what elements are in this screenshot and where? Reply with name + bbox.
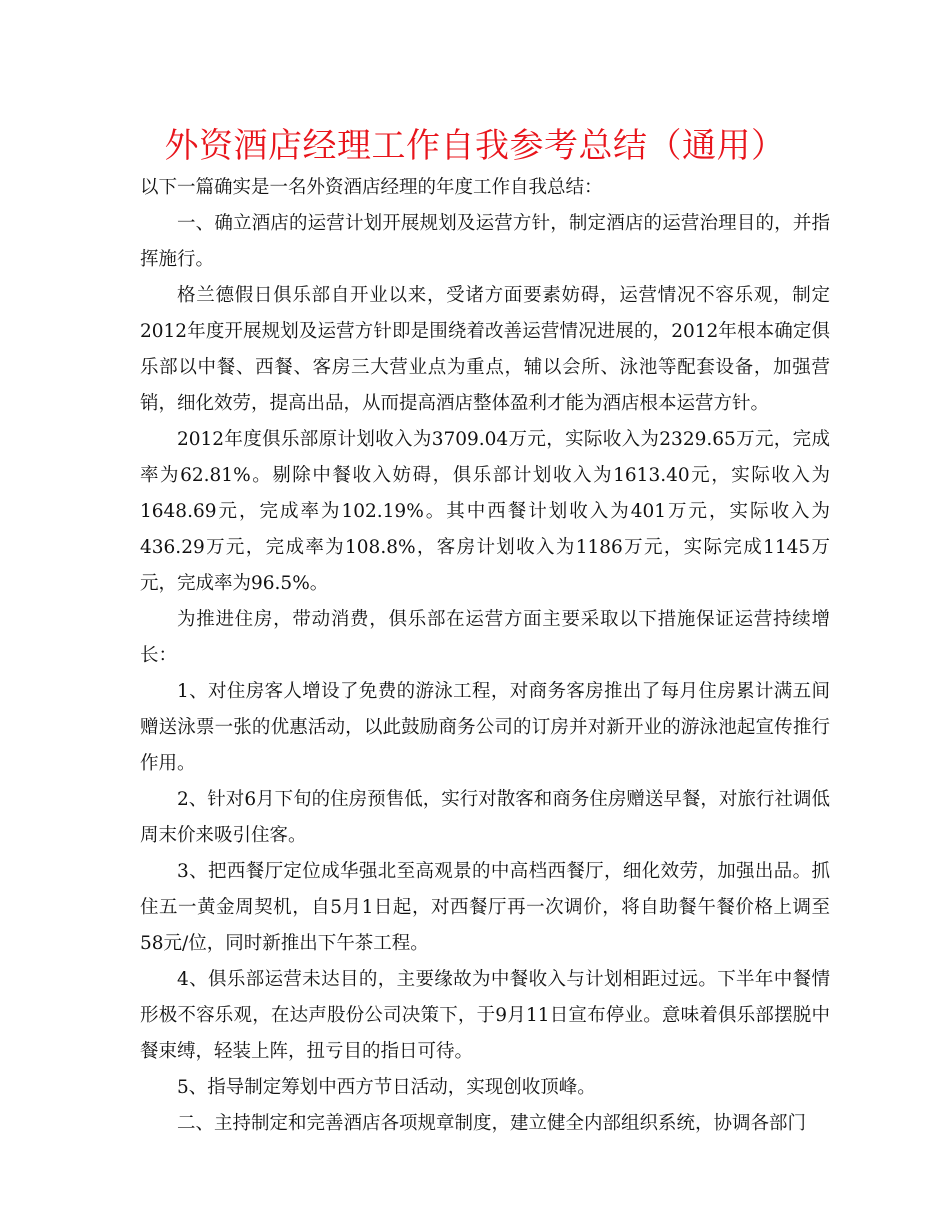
body-paragraph: 为推进住房，带动消费，俱乐部在运营方面主要采取以下措施保证运营持续增长：: [140, 609, 830, 666]
body-paragraph: 格兰德假日俱乐部自开业以来，受诸方面要素妨碍，运营情况不容乐观，制定2012年度开展规划及运营方针即是围绕着改善运营情况进展的，2012年根本确定俱乐部以中餐、西餐、客房三大营业点为重点，辅以会所、泳池等配套设备，加强营销，细化效劳，提高出品，从而提高酒店整体盈利才能为酒店根本运营方针。: [140, 285, 830, 414]
body-paragraph: 以下一篇确实是一名外资酒店经理的年度工作自我总结：: [140, 177, 603, 198]
body-paragraph: 2、针对6月下旬的住房预售低，实行对散客和商务住房赠送早餐，对旅行社调低周末价来吸引住客。: [140, 789, 830, 846]
body-paragraph: 一、确立酒店的运营计划开展规划及运营方针，制定酒店的运营治理目的，并指挥施行。: [140, 213, 830, 270]
body-paragraph: 二、主持制定和完善酒店各项规章制度，建立健全内部组织系统，协调各部门: [177, 1113, 807, 1134]
document-body: [140, 170, 830, 1142]
body-paragraph: 4、俱乐部运营未达目的，主要缘故为中餐收入与计划相距过远。下半年中餐情形极不容乐观，在达声股份公司决策下，于9月11日宣布停业。意味着俱乐部摆脱中餐束缚，轻装上阵，扭亏目的指日可待。: [140, 969, 830, 1062]
body-paragraph: 3、把西餐厅定位成华强北至高观景的中高档西餐厅，细化效劳，加强出品。抓住五一黄金周契机，自5月1日起，对西餐厅再一次调价，将自助餐午餐价格上调至58元/位，同时新推出下午茶工程。: [140, 861, 830, 954]
body-paragraph: 5、指导制定筹划中西方节日活动，实现创收顶峰。: [177, 1077, 596, 1098]
body-paragraph: 1、对住房客人增设了免费的游泳工程，对商务客房推出了每月住房累计满五间赠送泳票一张的优惠活动，以此鼓励商务公司的订房并对新开业的游泳池起宣传推行作用。: [140, 681, 830, 774]
body-paragraph: 2012年度俱乐部原计划收入为3709.04万元，实际收入为2329.65万元，完成率为62.81%。剔除中餐收入妨碍，俱乐部计划收入为1613.40元，实际收入为1648.69元，完成率为102.19%。其中西餐计划收入为401万元，实际收入为436.29万元，完成率为108.8%，客房计划收入为1186万元，实际完成1145万元，完成率为96.5%。: [140, 429, 830, 594]
document-title: 外资酒店经理工作自我参考总结（通用）: [164, 126, 786, 166]
